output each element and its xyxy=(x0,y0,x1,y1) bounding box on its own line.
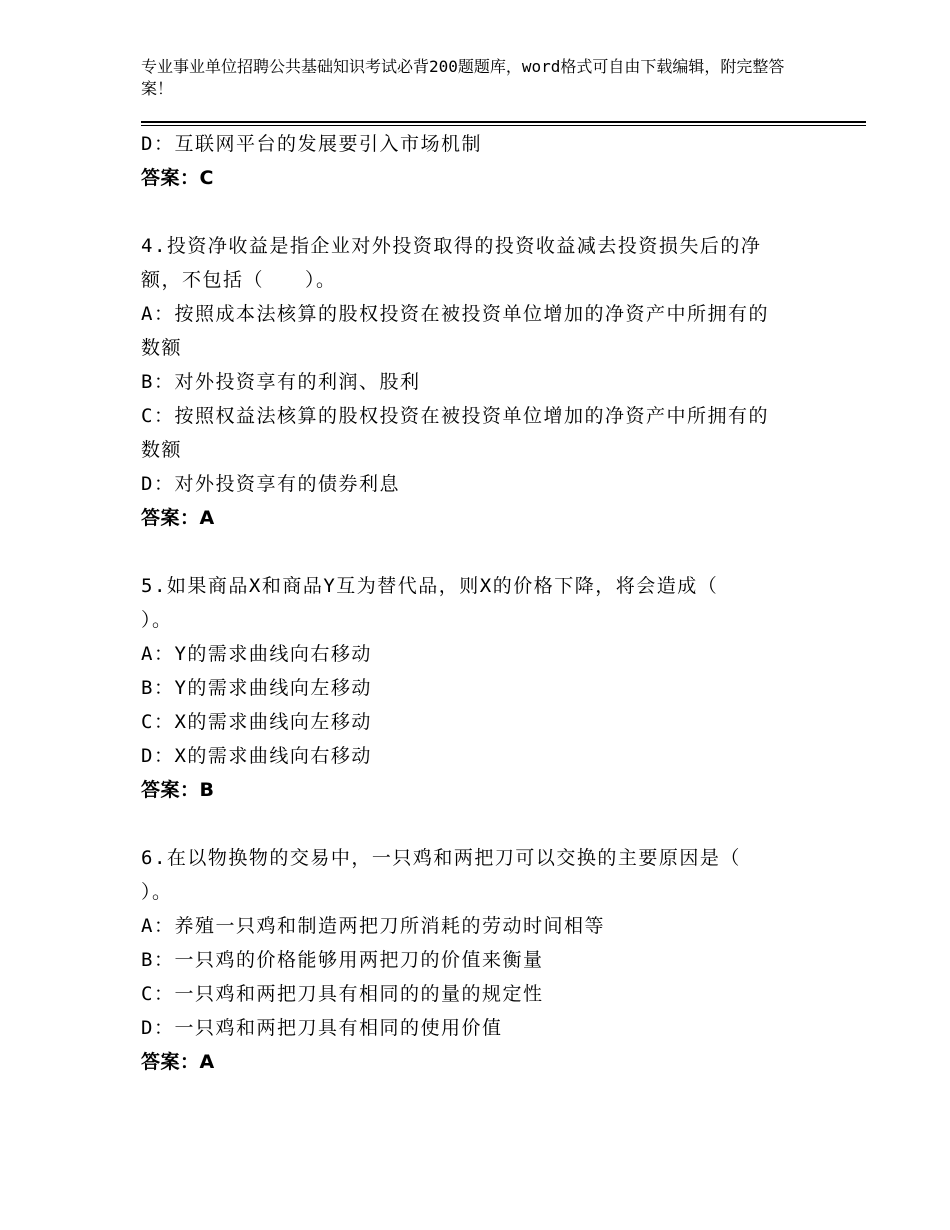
option-line: C：一只鸡和两把刀具有相同的的量的规定性 xyxy=(141,983,544,1005)
question-6 xyxy=(141,841,811,1079)
question-5 xyxy=(141,569,811,807)
option-line: B：Y的需求曲线向左移动 xyxy=(141,677,372,699)
section-gap xyxy=(141,807,811,841)
section-gap xyxy=(141,195,811,229)
answer-line: 答案：A xyxy=(141,1051,215,1073)
option-line: A：养殖一只鸡和制造两把刀所消耗的劳动时间相等 xyxy=(141,915,605,937)
answer-carryover: 答案：C xyxy=(141,167,214,189)
header-rule-thin xyxy=(141,125,866,126)
option-line: A：按照成本法核算的股权投资在被投资单位增加的净资产中所拥有的 xyxy=(141,303,769,325)
option-line: D：一只鸡和两把刀具有相同的使用价值 xyxy=(141,1017,503,1039)
header-rule-thick xyxy=(141,121,866,123)
answer-line: 答案：A xyxy=(141,507,215,529)
option-line: B：对外投资享有的利润、股利 xyxy=(141,371,421,393)
option-line: A：Y的需求曲线向右移动 xyxy=(141,643,372,665)
question-stem-line: ）。 xyxy=(141,881,173,903)
section-gap xyxy=(141,535,811,569)
question-4 xyxy=(141,229,811,535)
question-stem-line: 5.如果商品X和商品Y互为替代品，则X的价格下降，将会造成（ xyxy=(141,575,719,597)
question-stem-line: ）。 xyxy=(141,609,173,631)
option-line: 数额 xyxy=(141,337,183,359)
answer-line: 答案：B xyxy=(141,779,215,801)
option-line: D：对外投资享有的债券利息 xyxy=(141,473,400,495)
option-d-carryover: D：互联网平台的发展要引入市场机制 xyxy=(141,133,482,155)
option-line: B：一只鸡的价格能够用两把刀的价值来衡量 xyxy=(141,949,544,971)
option-line: C：按照权益法核算的股权投资在被投资单位增加的净资产中所拥有的 xyxy=(141,405,769,427)
option-line: D：X的需求曲线向右移动 xyxy=(141,745,372,767)
question-stem-line: 4.投资净收益是指企业对外投资取得的投资收益减去投资损失后的净 xyxy=(141,235,762,257)
page-header: 专业事业单位招聘公共基础知识考试必背200题题库，word格式可自由下载编辑，附完整答案！ xyxy=(141,57,785,98)
document-body xyxy=(141,127,811,1079)
option-line: 数额 xyxy=(141,439,183,461)
question-stem-line: 额，不包括（ ）。 xyxy=(141,269,337,291)
question-stem-line: 6.在以物换物的交易中，一只鸡和两把刀可以交换的主要原因是（ xyxy=(141,847,741,869)
option-line: C：X的需求曲线向左移动 xyxy=(141,711,372,733)
